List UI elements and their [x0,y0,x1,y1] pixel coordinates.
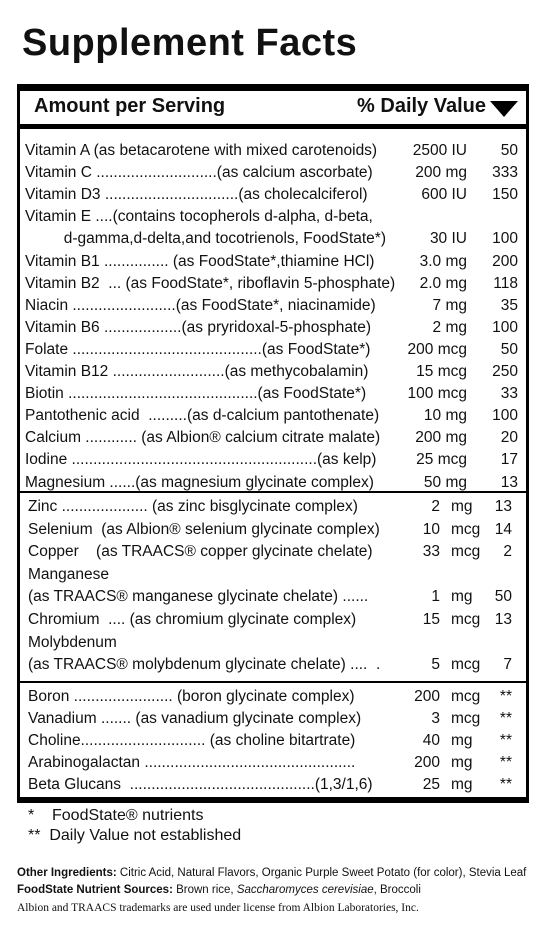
nutrient-amount: 200 mg [415,429,467,447]
nutrient-row-text: Arabinogalactan ................................................. [28,754,356,771]
nutrient-daily-value: 333 [492,164,518,182]
nutrient-row-text: Pantothenic acid .........(as d-calcium pantothenate) [25,407,380,425]
nutrient-amount: 200 mg [415,164,467,182]
nutrient-amount: 50 mg [423,473,467,491]
nutrient-unit: mg [451,498,473,515]
nutrient-daily-value: ** [499,776,512,793]
nutrient-amount: 200 [414,754,440,771]
nutrient-unit: mcg [451,688,481,705]
nutrient-unit: mg [451,588,473,606]
nutrient-row-text: Choline............................. (as choline bitartrate) [28,732,356,749]
nutrient-row-text: Niacin ........................(as FoodState*, niacinamide) [25,296,376,314]
nutrient-daily-value: ** [499,710,512,727]
nutrient-daily-value: 20 [500,429,518,447]
nutrient-daily-value: 250 [492,363,518,380]
foodstate-sources-text: Brown rice, [172,884,237,896]
license-note: Albion and TRAACS trademarks are used under license from Albion Laboratories, Inc. [17,902,419,914]
footnote-divider [17,797,529,803]
nutrient-amount: 10 mg [423,407,467,425]
nutrient-daily-value: 13 [494,611,512,628]
nutrient-amount: 100 mcg [407,385,467,403]
nutrient-amount: 25 mcg [416,451,467,469]
nutrient-amount: 2 [431,498,440,515]
nutrient-row-text: d-gamma,d-delta,and tocotrienols, FoodState*) [25,230,386,248]
header-divider [20,124,526,129]
nutrient-amount: 5 [431,656,440,674]
nutrient-amount: 3 [431,710,440,727]
nutrient-row-text: Vitamin B2 ... (as FoodState*, riboflavin 5-phosphate) [25,274,396,292]
section-divider [20,491,526,493]
nutrient-row-text: Vitamin B6 ..................(as pryridoxal-5-phosphate) [25,318,372,336]
foodstate-sources-italic: Saccharomyces cerevisiae [236,884,374,896]
nutrient-daily-value: 35 [500,296,518,314]
nutrient-amount: 15 mcg [416,363,467,380]
other-ingredients [17,865,526,881]
nutrient-unit: mcg [451,611,481,628]
amount-per-serving-heading: Amount per Serving [34,95,226,117]
nutrient-daily-value: 14 [494,520,512,538]
foodstate-sources-text-end: , Broccoli [373,884,421,896]
nutrient-row-text: Vitamin A (as betacarotene with mixed carotenoids) [25,142,378,159]
nutrient-unit: mcg [451,710,481,727]
nutrient-amount: 3.0 mg [419,252,467,270]
footnote-foodstate: * FoodState® nutrients [28,807,204,824]
nutrient-daily-value: 118 [493,274,518,292]
nutrient-daily-value: 50 [500,142,518,159]
nutrient-row-text: Vanadium ....... (as vanadium glycinate complex) [28,710,362,727]
nutrient-daily-value: 2 [503,543,512,561]
nutrient-row-text: Selenium (as Albion® selenium glycinate complex) [28,520,380,538]
nutrient-unit: mcg [451,656,481,674]
nutrient-daily-value: 200 [492,252,518,270]
footnote-dv: ** Daily Value not established [28,827,242,844]
nutrient-amount: 30 IU [429,230,467,248]
nutrient-row-text: Boron ....................... (boron glycinate complex) [28,688,355,705]
nutrient-daily-value: 13 [494,498,512,515]
nutrient-row-text: (as TRAACS® manganese glycinate chelate) ...... [28,588,369,606]
nutrient-daily-value: 100 [492,407,518,425]
nutrient-row-text: Vitamin C ............................(as calcium ascorbate) [25,164,373,182]
section-divider [20,681,526,683]
nutrient-daily-value: 50 [500,340,518,358]
nutrient-unit: mcg [451,520,481,538]
nutrient-daily-value: 150 [492,186,518,204]
nutrient-amount: 15 [422,611,440,628]
nutrient-row-text: Chromium .... (as chromium glycinate complex) [28,611,357,628]
nutrient-row-text: Calcium ............ (as Albion® calcium citrate malate) [25,429,381,447]
foodstate-sources-label: FoodState Nutrient Sources: [17,884,173,896]
nutrient-amount: 40 [422,732,440,749]
nutrient-unit: mg [451,732,473,749]
nutrient-unit: mcg [451,543,481,561]
triangle-down-icon [490,101,518,117]
nutrient-amount: 25 [422,776,440,793]
nutrient-row-text: Beta Glucans ...........................................(1,3/1,6) [28,776,373,793]
nutrient-row-text: Magnesium ......(as magnesium glycinate complex) [25,473,374,491]
nutrient-daily-value: 13 [500,473,518,491]
nutrient-amount: 2500 IU [412,142,467,159]
nutrient-unit: mg [451,776,473,793]
nutrient-amount: 1 [431,588,440,606]
nutrient-row-text: Vitamin B12 ..........................(as methycobalamin) [25,363,369,380]
nutrient-amount: 10 [422,520,440,538]
nutrient-daily-value: 50 [494,588,512,606]
nutrient-daily-value: ** [499,732,512,749]
nutrient-daily-value: 33 [500,385,518,403]
nutrient-amount: 600 IU [421,186,467,204]
nutrient-daily-value: 7 [503,656,512,674]
nutrient-amount: 200 mcg [407,340,467,358]
nutrient-row-text: Folate ............................................(as FoodState*) [25,340,371,358]
other-ingredients-text: Citric Acid, Natural Flavors, Organic Purple Sweet Potato (for color), Stevia Leaf [116,867,527,879]
nutrient-row-text: Iodine .........................................................(as kelp) [25,451,377,469]
nutrient-row-text: (as TRAACS® molybdenum glycinate chelate) .... . [28,656,381,674]
nutrient-row-text: Zinc .................... (as zinc bisglycinate complex) [28,498,358,515]
nutrient-daily-value: ** [499,688,512,705]
nutrient-row-text: Copper (as TRAACS® copper glycinate chelate) [28,543,373,561]
nutrient-amount: 33 [422,543,440,561]
panel-title: Supplement Facts [22,22,358,64]
foodstate-sources [17,882,421,898]
nutrient-amount: 7 mg [432,296,467,314]
nutrient-row-text: Biotin ............................................(as FoodState*) [25,385,367,403]
nutrient-amount: 200 [414,688,440,705]
nutrient-row-text: Vitamin E ....(contains tocopherols d-alpha, d-beta, [25,208,373,226]
nutrient-row-text: Vitamin B1 ............... (as FoodState*,thiamine HCl) [25,252,375,270]
nutrient-row-text: Molybdenum [28,633,117,651]
nutrient-daily-value: 100 [492,318,518,336]
daily-value-heading: % Daily Value [357,95,486,117]
nutrient-daily-value: 100 [492,230,518,248]
nutrient-amount: 2.0 mg [419,274,467,292]
other-ingredients-label: Other Ingredients: [17,867,117,879]
nutrient-row-text: Manganese [28,565,110,583]
table-header [24,95,522,122]
nutrient-amount: 2 mg [432,318,467,336]
nutrient-daily-value: ** [499,754,512,771]
nutrient-row-text: Vitamin D3 ...............................(as cholecalciferol) [25,186,368,204]
nutrient-unit: mg [451,754,473,771]
nutrient-daily-value: 17 [500,451,518,469]
